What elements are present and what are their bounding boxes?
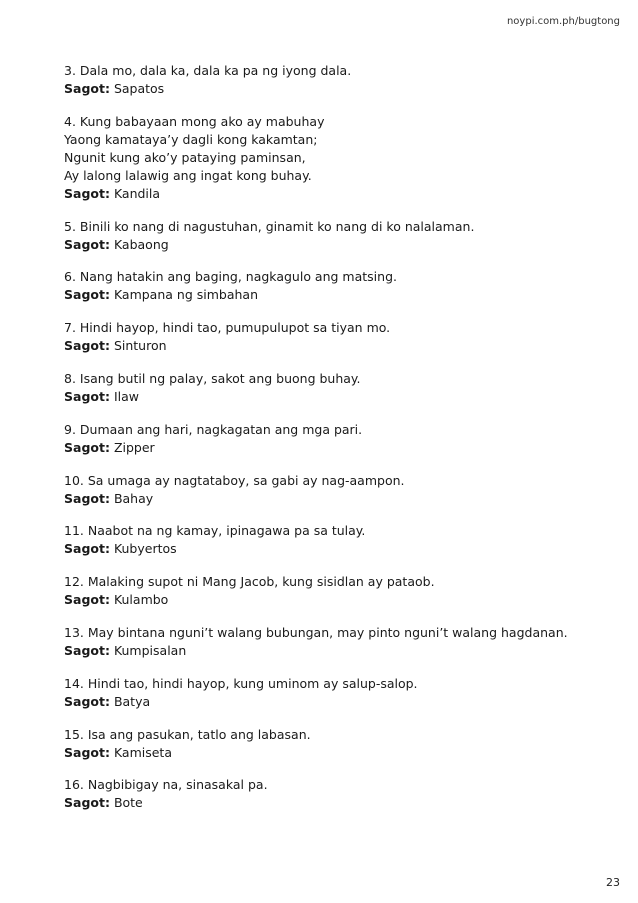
- riddle-line: Ay lalong lalawig ang ingat kong buhay.: [64, 167, 312, 183]
- answer-value: Bahay: [113, 490, 154, 506]
- riddle-item: [64, 268, 604, 304]
- answer-value: Zipper: [113, 439, 155, 455]
- riddle-line: Yaong kamataya’y dagli kong kakamtan;: [64, 131, 318, 147]
- source-url: noypi.com.ph/bugtong: [506, 16, 620, 27]
- riddle-answer: [64, 337, 604, 355]
- riddle-answer: [64, 286, 604, 304]
- riddle-line: 13. May bintana nguni’t walang bubungan, may pinto nguni’t walang hagdanan.: [64, 624, 568, 640]
- answer-label: Sagot:: [64, 592, 110, 608]
- riddle-answer: [64, 642, 604, 660]
- riddle-answer: [64, 591, 604, 609]
- answer-value: Kamiseta: [113, 744, 172, 760]
- riddle-line: Ngunit kung ako’y pataying paminsan,: [64, 149, 306, 165]
- answer-label: Sagot:: [64, 287, 110, 303]
- answer-label: Sagot:: [64, 693, 110, 709]
- page-number: 23: [606, 876, 620, 889]
- riddle-line: 8. Isang butil ng palay, sakot ang buong buhay.: [64, 370, 361, 386]
- riddle-item: [64, 62, 604, 98]
- riddle-line: 14. Hindi tao, hindi hayop, kung uminom ay salup-salop.: [64, 675, 418, 691]
- answer-value: Batya: [113, 693, 151, 709]
- answer-label: Sagot:: [64, 236, 110, 252]
- riddle-item: [64, 319, 604, 355]
- riddle-line: 9. Dumaan ang hari, nagkagatan ang mga pari.: [64, 421, 363, 437]
- riddle-answer: [64, 80, 604, 98]
- riddle-item: [64, 421, 604, 457]
- riddle-answer: [64, 693, 604, 711]
- answer-label: Sagot:: [64, 642, 110, 658]
- riddle-answer: [64, 236, 604, 254]
- answer-value: Kandila: [113, 185, 161, 201]
- answer-value: Kulambo: [113, 592, 169, 608]
- riddle-answer: [64, 540, 604, 558]
- answer-label: Sagot:: [64, 81, 110, 96]
- riddle-line: 4. Kung babayaan mong ako ay mabuhay: [64, 113, 325, 129]
- answer-value: Kampana ng simbahan: [113, 287, 258, 303]
- riddle-answer: [64, 490, 604, 508]
- riddle-answer: [64, 744, 604, 762]
- answer-value: Sapatos: [113, 81, 165, 96]
- riddle-list: [64, 62, 604, 827]
- answer-value: Kabaong: [113, 236, 169, 252]
- riddle-item: [64, 113, 604, 203]
- riddle-line: 12. Malaking supot ni Mang Jacob, kung sisidlan ay pataob.: [64, 574, 435, 590]
- riddle-line: 5. Binili ko nang di nagustuhan, ginamit ko nang di ko nalalaman.: [64, 218, 475, 234]
- answer-label: Sagot:: [64, 795, 110, 811]
- answer-value: Bote: [113, 795, 143, 811]
- riddle-line: 15. Isa ang pasukan, tatlo ang labasan.: [64, 726, 311, 742]
- riddle-line: 7. Hindi hayop, hindi tao, pumupulupot sa tiyan mo.: [64, 320, 391, 336]
- riddle-line: 3. Dala mo, dala ka, dala ka pa ng iyong dala.: [64, 63, 352, 78]
- riddle-item: [64, 726, 604, 762]
- riddle-item: [64, 573, 604, 609]
- riddle-item: [64, 522, 604, 558]
- riddle-answer: [64, 185, 604, 203]
- answer-label: Sagot:: [64, 338, 110, 354]
- riddle-item: [64, 624, 604, 660]
- riddle-line: 10. Sa umaga ay nagtataboy, sa gabi ay nag-aampon.: [64, 472, 405, 488]
- answer-value: Kumpisalan: [113, 642, 187, 658]
- riddle-item: [64, 472, 604, 508]
- riddle-item: [64, 370, 604, 406]
- answer-value: Ilaw: [113, 388, 139, 404]
- answer-value: Sinturon: [113, 338, 167, 354]
- riddle-answer: [64, 794, 604, 812]
- riddle-item: [64, 776, 604, 812]
- answer-label: Sagot:: [64, 388, 110, 404]
- answer-value: Kubyertos: [113, 541, 177, 557]
- answer-label: Sagot:: [64, 185, 110, 201]
- answer-label: Sagot:: [64, 439, 110, 455]
- riddle-line: 16. Nagbibigay na, sinasakal pa.: [64, 777, 268, 793]
- riddle-item: [64, 675, 604, 711]
- riddle-item: [64, 218, 604, 254]
- riddle-line: 11. Naabot na ng kamay, ipinagawa pa sa tulay.: [64, 523, 366, 539]
- riddle-answer: [64, 439, 604, 457]
- answer-label: Sagot:: [64, 744, 110, 760]
- answer-label: Sagot:: [64, 541, 110, 557]
- riddle-line: 6. Nang hatakin ang baging, nagkagulo ang matsing.: [64, 269, 397, 285]
- answer-label: Sagot:: [64, 490, 110, 506]
- riddle-answer: [64, 388, 604, 406]
